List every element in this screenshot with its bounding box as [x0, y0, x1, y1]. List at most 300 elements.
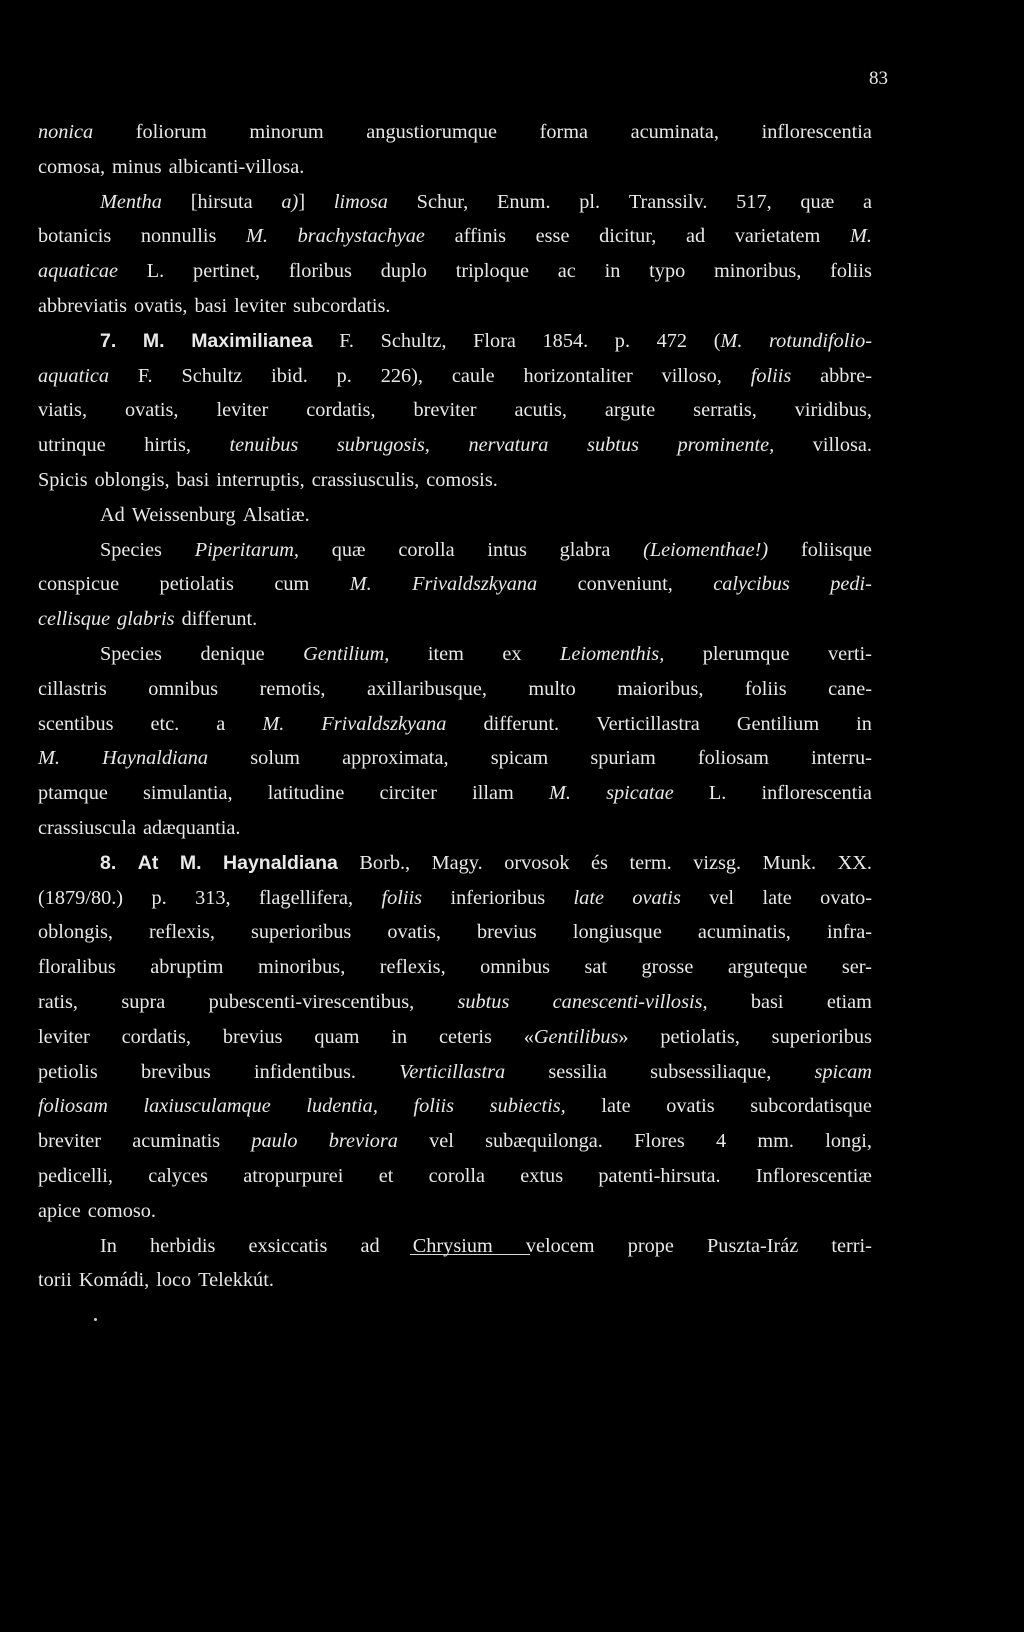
word: foliosam: [38, 1095, 108, 1118]
text-line: [38, 741, 872, 776]
word: a: [862, 190, 872, 213]
word: M.: [179, 851, 202, 874]
word: glabris: [117, 608, 175, 631]
word: orvosok: [504, 851, 570, 874]
text-line: [38, 219, 872, 254]
word: Species: [100, 538, 162, 561]
word: laxiusculamque: [143, 1095, 271, 1118]
word: superioribus: [251, 921, 352, 944]
word: M.: [548, 782, 571, 805]
word: At: [137, 851, 159, 874]
word: typo: [649, 260, 686, 283]
word: omnibus: [148, 677, 219, 700]
word: glabra: [559, 538, 611, 561]
word: longiusque: [572, 921, 662, 944]
word: canescenti-villosis,: [552, 990, 708, 1013]
word: cane-: [828, 677, 872, 700]
word: hirtis,: [144, 434, 191, 457]
word: Verticillastra: [596, 712, 700, 735]
text-line: [38, 1020, 872, 1055]
word: calycibus: [713, 573, 790, 596]
word: villoso,: [661, 364, 722, 387]
word: caule: [451, 364, 495, 387]
text-line: [38, 289, 872, 324]
word: item: [427, 642, 464, 665]
word: exsiccatis: [248, 1234, 328, 1257]
text-line: [38, 393, 872, 428]
word: adæquantia.: [143, 816, 241, 839]
word: Schultz: [181, 364, 243, 387]
word: Gentilium: [736, 712, 820, 735]
word: comoso.: [87, 1199, 156, 1222]
word: abbre-: [820, 364, 872, 387]
word: ovato-: [820, 886, 872, 909]
word: velocem: [525, 1234, 595, 1257]
word: villosa.: [812, 434, 872, 457]
word: illam: [472, 782, 514, 805]
text-line: [38, 115, 872, 150]
word: conspicue: [38, 573, 120, 596]
word: Puszta-Iráz: [707, 1234, 799, 1257]
word: abbreviatis: [38, 294, 127, 317]
word: extus: [520, 1164, 564, 1187]
word: minoribus,: [257, 956, 346, 979]
text-line: [38, 637, 872, 672]
word: angustiorumque: [366, 121, 497, 143]
word: ser-: [841, 956, 872, 979]
word: ovatis,: [124, 399, 179, 422]
word: vel: [709, 886, 735, 909]
word: paulo: [251, 1130, 298, 1153]
word: brachystachyae: [297, 225, 425, 248]
word: foliis: [744, 677, 787, 700]
word: M.: [246, 225, 268, 248]
word: subæquilonga.: [485, 1130, 603, 1153]
word: supra: [121, 990, 166, 1013]
word: Komádi,: [78, 1269, 150, 1292]
text-line: [38, 602, 872, 637]
word: minus: [112, 155, 162, 178]
word: breviter: [38, 1130, 102, 1153]
word: Maximilianea: [191, 329, 313, 352]
word: [hirsuta: [190, 190, 253, 213]
word: crassiusculis,: [311, 468, 420, 491]
word: spuriam: [590, 747, 656, 770]
word: limosa: [333, 190, 388, 213]
word: breviora: [328, 1130, 398, 1153]
word: nervatura: [468, 434, 549, 457]
text-line: [38, 428, 872, 463]
word: flagellifera,: [259, 886, 354, 909]
print-speck: [94, 1318, 97, 1321]
word: quæ: [331, 538, 366, 561]
word: foliis: [381, 886, 423, 909]
word: reflexis,: [379, 956, 446, 979]
word: nonnullis: [140, 225, 217, 248]
text-line: [38, 915, 872, 950]
word: longi,: [825, 1130, 872, 1153]
word: late: [601, 1095, 631, 1118]
word: viridibus,: [794, 399, 872, 422]
word: grosse: [641, 956, 694, 979]
text-line: [38, 1229, 872, 1264]
word: floralibus: [38, 956, 116, 979]
text-line: [38, 881, 872, 916]
word: Haynaldiana: [223, 851, 338, 874]
word: prope: [627, 1234, 674, 1257]
word: Verticillastra: [399, 1060, 506, 1083]
word: ludentia,: [306, 1095, 378, 1118]
word: dicitur,: [599, 225, 657, 248]
word: foliosam: [697, 747, 769, 770]
word: ex: [502, 642, 522, 665]
word: Munk.: [762, 851, 817, 874]
text-line: [38, 498, 872, 533]
word: 4: [715, 1130, 727, 1153]
word: serratis,: [693, 399, 757, 422]
word: acuminata,: [630, 121, 719, 143]
word: vel: [429, 1130, 454, 1153]
word: M.: [38, 747, 60, 770]
word: acutis,: [514, 399, 567, 422]
word: breviter: [413, 399, 477, 422]
word: Spicis: [38, 468, 88, 491]
text-line: [38, 672, 872, 707]
word: rotundifolio-: [769, 329, 872, 352]
word: in: [604, 260, 621, 283]
word: subrugosis,: [336, 434, 430, 457]
text-line: [38, 533, 872, 568]
word: Species: [100, 642, 162, 665]
word: prominente,: [677, 434, 775, 457]
word: denique: [200, 642, 265, 665]
word: quæ: [800, 190, 835, 213]
word: 226),: [380, 364, 423, 387]
word: axillaribusque,: [366, 677, 487, 700]
word: patenti-hirsuta.: [598, 1164, 721, 1187]
text-line: [38, 150, 872, 185]
word: p.: [336, 364, 352, 387]
word: et: [378, 1164, 394, 1187]
word: sessilia: [548, 1060, 607, 1083]
word: floribus: [288, 260, 352, 283]
text-line: [38, 1055, 872, 1090]
word: botanicis: [38, 225, 112, 248]
word: Inflorescentiæ: [755, 1164, 872, 1187]
word: Frivaldszkyana: [321, 712, 447, 735]
word: albicanti-villosa.: [168, 155, 305, 178]
word: subtus: [457, 990, 510, 1013]
word: crassiuscula: [38, 816, 136, 839]
word: 472: [656, 329, 688, 352]
text-line: [38, 185, 872, 220]
word: interru-: [811, 747, 872, 770]
text-line: [38, 463, 872, 498]
word: ratis,: [38, 990, 78, 1013]
word: a: [216, 712, 226, 735]
word: petiolatis,: [660, 1025, 740, 1048]
text-line: [38, 1194, 872, 1229]
text-line: [38, 254, 872, 289]
word: maioribus,: [617, 677, 704, 700]
word: sat: [584, 956, 608, 979]
word: és: [591, 851, 608, 874]
word: conveniunt,: [577, 573, 673, 596]
text-line: [38, 846, 872, 881]
word: interruptis,: [216, 468, 305, 491]
word: ad: [360, 1234, 380, 1257]
word: duplo: [380, 260, 427, 283]
word: ovatis,: [387, 921, 441, 944]
word: p.: [614, 329, 631, 352]
word: brevius: [477, 921, 537, 944]
word: remotis,: [259, 677, 326, 700]
word: simulantia,: [143, 782, 233, 805]
word: tenuibus: [229, 434, 299, 457]
word: verti-: [828, 642, 872, 665]
word: latitudine: [267, 782, 345, 805]
word: F.: [137, 364, 153, 387]
word: Frivaldszkyana: [412, 573, 538, 596]
word: reflexis,: [149, 921, 215, 944]
word: inflorescentia: [761, 782, 872, 805]
word: etiam: [826, 990, 872, 1013]
text-line: [38, 359, 872, 394]
word: M.: [262, 712, 285, 735]
word: differunt.: [181, 608, 258, 631]
word: (1879/80.): [38, 886, 124, 909]
word: leviter: [38, 1025, 90, 1048]
word: Ad: [100, 503, 125, 526]
word: acuminatis,: [697, 921, 791, 944]
word: mm.: [757, 1130, 794, 1153]
word: comosa,: [38, 155, 106, 178]
word: ovatis: [666, 1095, 715, 1118]
word: (Leiomenthae!): [643, 538, 769, 561]
word: inflorescentia: [761, 121, 872, 143]
word: Magy.: [431, 851, 483, 874]
word: circiter: [379, 782, 437, 805]
word: torii: [38, 1269, 72, 1292]
word: affinis: [454, 225, 507, 248]
word: 8.: [100, 851, 117, 874]
word: term.: [629, 851, 672, 874]
word: late: [573, 886, 604, 909]
word: L.: [708, 782, 727, 805]
word: p.: [151, 886, 167, 909]
word: esse: [535, 225, 570, 248]
word: infra-: [826, 921, 872, 944]
word: Haynaldiana: [102, 747, 209, 770]
word: subiectis,: [489, 1095, 566, 1118]
word: multo: [528, 677, 576, 700]
word: Chrysium: [412, 1234, 493, 1257]
word: subsessiliaque,: [650, 1060, 772, 1083]
word: petiolis: [38, 1060, 98, 1083]
word: pedi-: [830, 573, 872, 596]
word: spicam: [814, 1060, 872, 1083]
word: argute: [604, 399, 656, 422]
word: atropurpurei: [243, 1164, 344, 1187]
word: cum: [274, 573, 310, 596]
word: arguteque: [727, 956, 808, 979]
word: minoribus,: [714, 260, 802, 283]
word: Telekkút.: [198, 1269, 274, 1292]
word: quam: [314, 1025, 360, 1048]
word: in: [856, 712, 872, 735]
word: pubescenti-virescentibus,: [208, 990, 415, 1013]
word: subcordatis.: [292, 294, 391, 317]
word: pedicelli,: [38, 1164, 113, 1187]
page-number: 83: [869, 68, 888, 89]
text-line: [38, 1263, 872, 1298]
word: intus: [487, 538, 527, 561]
word: oblongis,: [38, 921, 113, 944]
word: ac: [557, 260, 576, 283]
word: forma: [539, 121, 588, 143]
word: approximata,: [342, 747, 449, 770]
word: oblongis,: [94, 468, 170, 491]
word: ceteris: [438, 1025, 492, 1048]
word: ovatis: [632, 886, 681, 909]
text-line: [38, 811, 872, 846]
word: etc.: [150, 712, 180, 735]
word: F.: [339, 329, 354, 352]
word: 1854.: [542, 329, 589, 352]
word: a)]: [281, 190, 306, 213]
word: nonica: [38, 121, 94, 143]
word: foliis: [413, 1095, 455, 1118]
word: subtus: [587, 434, 639, 457]
word: basi: [194, 294, 228, 317]
word: acuminatis: [132, 1130, 221, 1153]
word: herbidis: [150, 1234, 216, 1257]
word: aquaticae: [38, 260, 118, 283]
text-line: [38, 707, 872, 742]
word: M.: [349, 573, 372, 596]
word: Gentilium,: [303, 642, 390, 665]
word: cellisque: [38, 608, 111, 631]
word: 313,: [195, 886, 231, 909]
word: cordatis,: [121, 1025, 191, 1048]
word: in: [391, 1025, 408, 1048]
word: leviter: [234, 294, 286, 317]
word: Piperitarum,: [194, 538, 299, 561]
word: varietatem: [734, 225, 821, 248]
text-line: [38, 1124, 872, 1159]
word: (M.: [713, 329, 743, 352]
word: corolla: [398, 538, 455, 561]
word: basi: [176, 468, 210, 491]
word: ptamque: [38, 782, 108, 805]
page-body-text: [38, 115, 872, 1298]
word: minorum: [249, 121, 324, 143]
word: subcordatisque: [750, 1095, 872, 1118]
word: scentibus: [38, 712, 114, 735]
word: corolla: [428, 1164, 485, 1187]
word: pl.: [579, 190, 601, 213]
word: ovatis,: [133, 294, 188, 317]
word: spicam: [490, 747, 549, 770]
word: Leiomenthis,: [560, 642, 665, 665]
word: plerumque: [702, 642, 790, 665]
word: Schultz,: [380, 329, 447, 352]
word: foliisque: [800, 538, 872, 561]
word: viatis,: [38, 399, 88, 422]
word: Mentha: [100, 190, 162, 213]
text-line: [38, 324, 872, 359]
word: In: [100, 1234, 117, 1257]
word: XX.: [837, 851, 872, 874]
word: L.: [146, 260, 165, 283]
word: aquatica: [38, 364, 109, 387]
word: ad: [685, 225, 706, 248]
word: Enum.: [497, 190, 551, 213]
word: ibid.: [271, 364, 308, 387]
word: spicatae: [606, 782, 674, 805]
word: 7.: [100, 329, 117, 352]
word: foliorum: [135, 121, 207, 143]
word: late: [762, 886, 792, 909]
word: solum: [250, 747, 300, 770]
word: foliis: [830, 260, 872, 283]
word: basi: [750, 990, 784, 1013]
word: calyces: [148, 1164, 208, 1187]
word: leviter: [216, 399, 269, 422]
end-rule: [410, 1254, 530, 1255]
text-line: [38, 567, 872, 602]
text-line: [38, 776, 872, 811]
word: brevius: [222, 1025, 283, 1048]
word: Transsilv.: [628, 190, 708, 213]
word: terri-: [831, 1234, 872, 1257]
word: apice: [38, 1199, 81, 1222]
word: omnibus: [480, 956, 550, 979]
word: 517,: [736, 190, 772, 213]
word: «Gentilibus»: [523, 1025, 629, 1048]
word: loco: [156, 1269, 192, 1292]
word: abruptim: [150, 956, 224, 979]
word: petiolatis: [159, 573, 234, 596]
word: foliis: [750, 364, 792, 387]
word: infidentibus.: [254, 1060, 356, 1083]
text-line: [38, 950, 872, 985]
word: triploque: [455, 260, 529, 283]
word: differunt.: [483, 712, 560, 735]
text-line: [38, 985, 872, 1020]
word: brevibus: [140, 1060, 211, 1083]
word: utrinque: [38, 434, 106, 457]
word: M.: [142, 329, 165, 352]
word: comosis.: [426, 468, 498, 491]
text-line: [38, 1089, 872, 1124]
word: superioribus: [771, 1025, 872, 1048]
word: Flores: [634, 1130, 685, 1153]
word: cordatis,: [306, 399, 376, 422]
word: Weissenburg: [131, 503, 236, 526]
text-line: [38, 1159, 872, 1194]
word: Flora: [473, 329, 516, 352]
word: pertinet,: [193, 260, 261, 283]
word: Borb.,: [359, 851, 411, 874]
word: Alsatiæ.: [242, 503, 310, 526]
word: vizsg.: [693, 851, 742, 874]
word: inferioribus: [450, 886, 546, 909]
word: Schur,: [416, 190, 469, 213]
word: M.: [849, 225, 872, 248]
word: cillastris: [38, 677, 107, 700]
word: horizontaliter: [523, 364, 633, 387]
